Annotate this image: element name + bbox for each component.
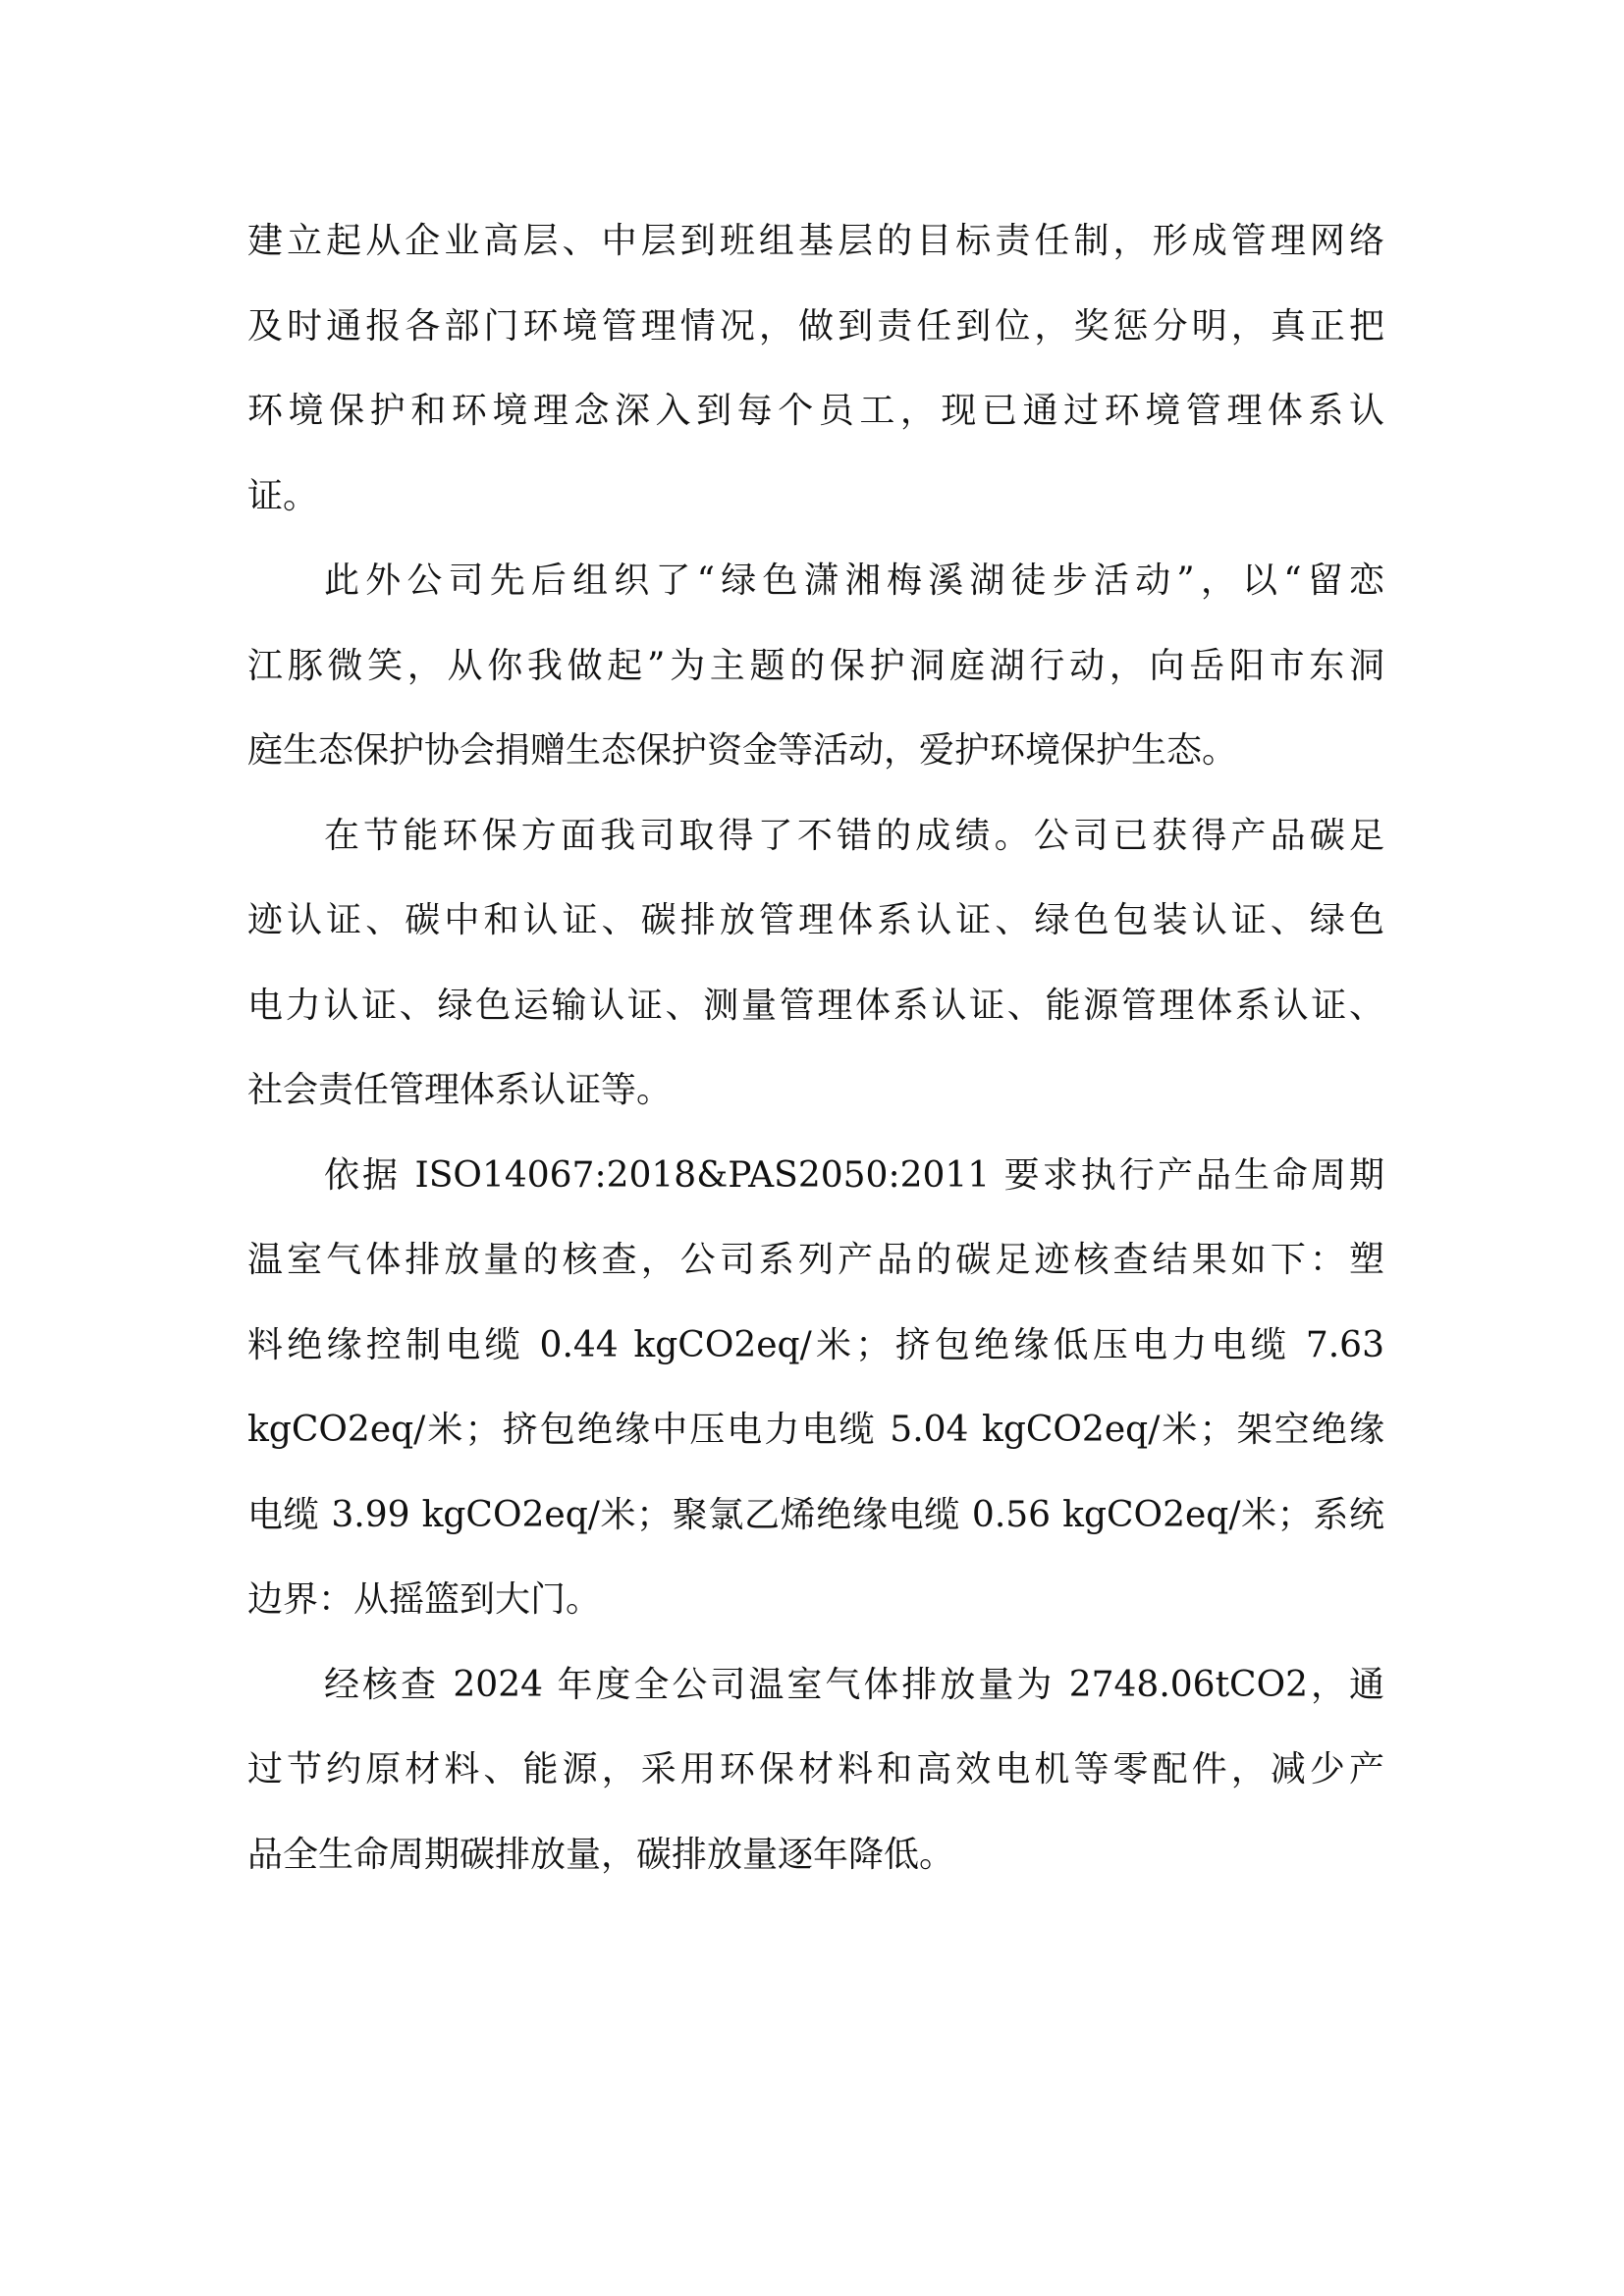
text-line: 品全生命周期碳排放量，碳排放量逐年降低。 xyxy=(247,1834,955,1875)
text-line: 过节约原材料、能源，采用环保材料和高效电机等零配件，减少产 xyxy=(247,1749,1384,1789)
text-line: 此外公司先后组织了“绿色潇湘梅溪湖徒步活动”，以“留恋 xyxy=(324,561,1384,601)
text-line: 温室气体排放量的核查，公司系列产品的碳足迹核查结果如下：塑 xyxy=(247,1240,1384,1280)
text-line: 及时通报各部门环境管理情况，做到责任到位，奖惩分明，真正把 xyxy=(247,305,1384,347)
text-line: 迹认证、碳中和认证、碳排放管理体系认证、绿色包装认证、绿色 xyxy=(247,900,1384,940)
text-line: 边界：从摇篮到大门。 xyxy=(247,1579,602,1620)
text-line: 经核查 2024 年度全公司温室气体排放量为 2748.06tCO2，通 xyxy=(324,1664,1384,1705)
text-line: 江豚微笑，从你我做起”为主题的保护洞庭湖行动，向岳阳市东洞 xyxy=(247,645,1384,686)
text-line: kgCO2eq/米；挤包绝缘中压电力电缆 5.04 kgCO2eq/米；架空绝缘 xyxy=(247,1410,1384,1450)
text-line: 社会责任管理体系认证等。 xyxy=(247,1070,673,1110)
text-line: 证。 xyxy=(247,475,319,516)
paragraph-responsibility-system xyxy=(247,214,1384,554)
text-line: 环境保护和环境理念深入到每个员工，现已通过环境管理体系认 xyxy=(247,391,1384,431)
text-line: 料绝缘控制电缆 0.44 kgCO2eq/米；挤包绝缘低压电力电缆 7.63 xyxy=(247,1324,1384,1365)
text-line: 庭生态保护协会捐赠生态保护资金等活动，爱护环境保护生态。 xyxy=(247,730,1238,771)
document-body xyxy=(247,214,1384,1912)
text-line: 在节能环保方面我司取得了不错的成绩。公司已获得产品碳足 xyxy=(324,815,1384,856)
paragraph-annual-emissions xyxy=(247,1658,1384,1913)
text-line: 电力认证、绿色运输认证、测量管理体系认证、能源管理体系认证、 xyxy=(247,985,1384,1026)
text-line: 依据 ISO14067:2018&PAS2050:2011 要求执行产品生命周期 xyxy=(324,1154,1384,1196)
text-line: 电缆 3.99 kgCO2eq/米；聚氯乙烯绝缘电缆 0.56 kgCO2eq/米；系统 xyxy=(247,1494,1384,1535)
paragraph-environmental-activities xyxy=(247,554,1384,809)
paragraph-certifications xyxy=(247,809,1384,1148)
text-line: 建立起从企业高层、中层到班组基层的目标责任制，形成管理网络 xyxy=(247,221,1384,261)
paragraph-carbon-footprint-results xyxy=(247,1148,1384,1658)
